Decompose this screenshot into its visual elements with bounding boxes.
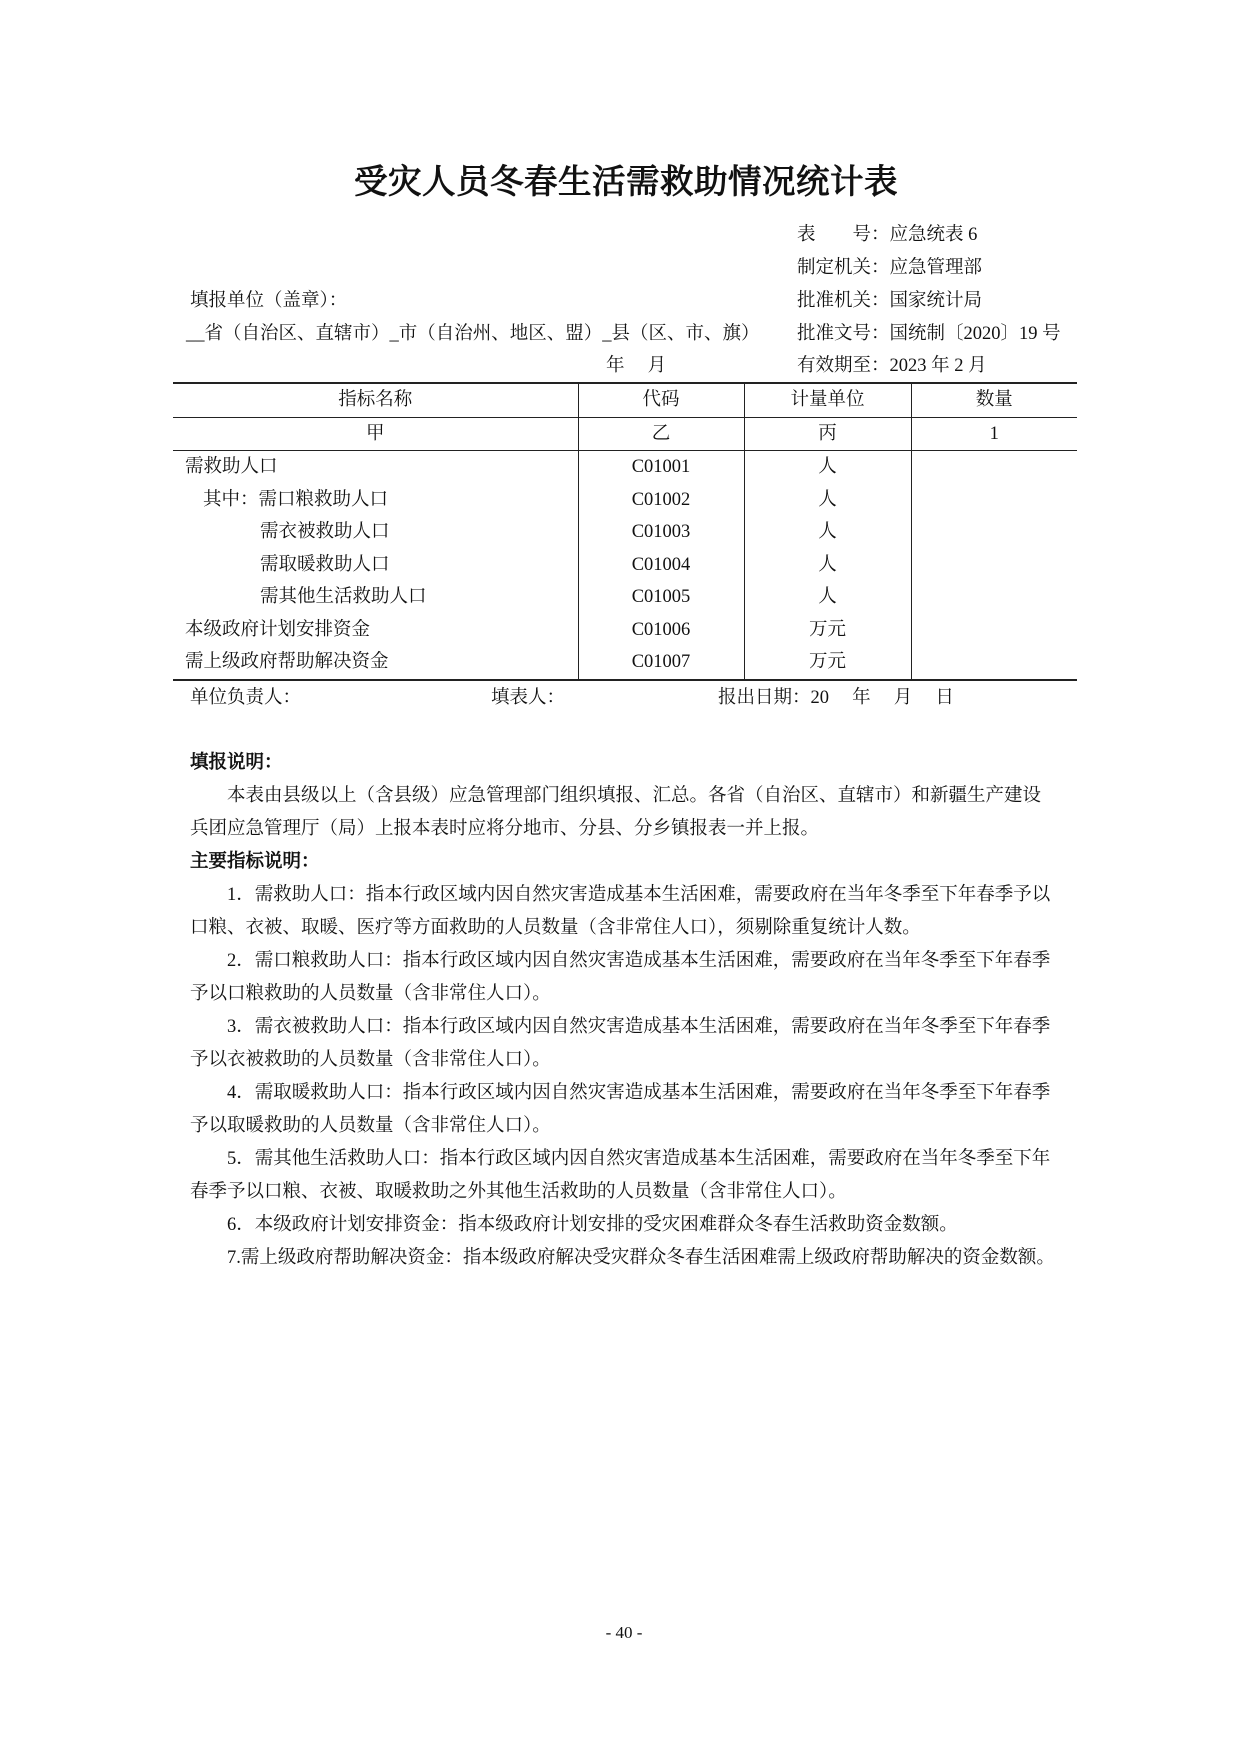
indicator-unit: 人	[744, 516, 911, 549]
form-number: 表 号：应急统表 6	[797, 225, 978, 245]
header-quantity: 数量	[911, 383, 1077, 417]
indicator-note-line: 6．本级政府计划安排资金：指本级政府计划安排的受灾困难群众冬春生活救助资金数额。	[227, 1215, 958, 1235]
page-number: - 40 -	[605, 1623, 643, 1642]
subheader-cell: 丙	[744, 417, 911, 451]
year-month-label: 年 月	[606, 356, 667, 376]
approval-number: 批准文号：国统制〔2020〕19 号	[797, 324, 1061, 344]
indicator-name: 需取暖救助人口	[260, 554, 390, 575]
region-line: __省（自治区、直辖市）_市（自治州、地区、盟）_县（区、市、旗）	[186, 324, 760, 344]
indicator-note-line: 7.需上级政府帮助解决资金：指本级政府解决受灾群众冬春生活困难需上级政府帮助解决的资金数额。	[227, 1248, 1055, 1268]
quantity-cell[interactable]	[911, 614, 1077, 647]
indicator-code: C01007	[578, 646, 744, 680]
table-row	[173, 646, 1077, 680]
quantity-cell[interactable]	[911, 646, 1077, 680]
indicator-notes-heading: 主要指标说明：	[190, 852, 320, 872]
quantity-cell[interactable]	[911, 484, 1077, 517]
filler-label: 填表人：	[491, 688, 566, 708]
table-header-row	[173, 383, 1077, 417]
indicator-note-line: 2．需口粮救助人口：指本行政区域内因自然灾害造成基本生活困难，需要政府在当年冬季至下年春季	[227, 951, 1051, 971]
indicator-code: C01005	[578, 581, 744, 614]
indicator-code: C01002	[578, 484, 744, 517]
indicator-unit: 人	[744, 549, 911, 582]
indicator-code: C01001	[578, 451, 744, 484]
header-unit: 计量单位	[744, 383, 911, 417]
indicator-name: 需救助人口	[185, 457, 278, 477]
fill-instructions-heading: 填报说明：	[190, 753, 283, 773]
indicator-name: 本级政府计划安排资金	[185, 619, 371, 640]
report-date-label: 报出日期：20 年 月 日	[718, 688, 954, 708]
quantity-cell[interactable]	[911, 516, 1077, 549]
indicator-note-line: 口粮、衣被、取暖、医疗等方面救助的人员数量（含非常住人口），须剔除重复统计人数。	[190, 918, 921, 938]
indicator-unit: 人	[744, 484, 911, 517]
quantity-cell[interactable]	[911, 451, 1077, 484]
subheader-cell: 1	[911, 417, 1077, 451]
indicator-note-line: 予以口粮救助的人员数量（含非常住人口）。	[190, 984, 551, 1004]
form-title: 受灾人员冬春生活需救助情况统计表	[354, 164, 898, 201]
header-code: 代码	[578, 383, 744, 417]
reporting-unit-label: 填报单位（盖章）：	[190, 291, 348, 311]
valid-until: 有效期至：2023 年 2 月	[797, 356, 987, 376]
unit-head-label: 单位负责人：	[190, 688, 302, 708]
indicator-code: C01003	[578, 516, 744, 549]
subheader-cell: 乙	[578, 417, 744, 451]
approving-authority: 批准机关：国家统计局	[797, 291, 983, 311]
table-row	[173, 549, 1077, 582]
header-indicator-name: 指标名称	[173, 383, 578, 417]
indicator-code: C01006	[578, 614, 744, 647]
notes-section	[190, 752, 1064, 1280]
quantity-cell[interactable]	[911, 581, 1077, 614]
indicator-name: 需其他生活救助人口	[260, 587, 427, 607]
indicator-note-line: 1．需救助人口：指本行政区域内因自然灾害造成基本生活困难，需要政府在当年冬季至下年春季予以	[227, 885, 1051, 905]
indicator-note-line: 5．需其他生活救助人口：指本行政区域内因自然灾害造成基本生活困难，需要政府在当年冬季至下年	[227, 1149, 1051, 1169]
table-row	[173, 451, 1077, 484]
indicator-code: C01004	[578, 549, 744, 582]
fill-instructions-line: 本表由县级以上（含县级）应急管理部门组织填报、汇总。各省（自治区、直辖市）和新疆生产建设	[227, 786, 1042, 806]
indicator-unit: 人	[744, 581, 911, 614]
indicator-unit: 人	[744, 451, 911, 484]
issuing-authority: 制定机关：应急管理部	[797, 258, 983, 278]
indicator-note-line: 4．需取暖救助人口：指本行政区域内因自然灾害造成基本生活困难，需要政府在当年冬季至下年春季	[227, 1083, 1051, 1103]
table-row	[173, 581, 1077, 614]
indicator-name: 需上级政府帮助解决资金	[173, 646, 578, 680]
table-subheader-row	[173, 417, 1077, 451]
indicator-name: 需衣被救助人口	[260, 522, 390, 542]
indicator-name: 其中：需口粮救助人口	[203, 489, 389, 510]
indicator-unit: 万元	[744, 646, 911, 680]
indicator-note-line: 予以取暖救助的人员数量（含非常住人口）。	[190, 1116, 551, 1136]
table-row	[173, 484, 1077, 517]
statistics-table	[173, 382, 1077, 681]
quantity-cell[interactable]	[911, 549, 1077, 582]
indicator-unit: 万元	[744, 614, 911, 647]
subheader-cell: 甲	[173, 417, 578, 451]
table-row	[173, 614, 1077, 647]
table-row	[173, 516, 1077, 549]
indicator-note-line: 予以衣被救助的人员数量（含非常住人口）。	[190, 1050, 551, 1070]
fill-instructions-line: 兵团应急管理厅（局）上报本表时应将分地市、分县、分乡镇报表一并上报。	[190, 819, 820, 839]
indicator-note-line: 春季予以口粮、衣被、取暖救助之外其他生活救助的人员数量（含非常住人口）。	[190, 1182, 847, 1202]
indicator-note-line: 3．需衣被救助人口：指本行政区域内因自然灾害造成基本生活困难，需要政府在当年冬季至下年春季	[227, 1017, 1051, 1037]
